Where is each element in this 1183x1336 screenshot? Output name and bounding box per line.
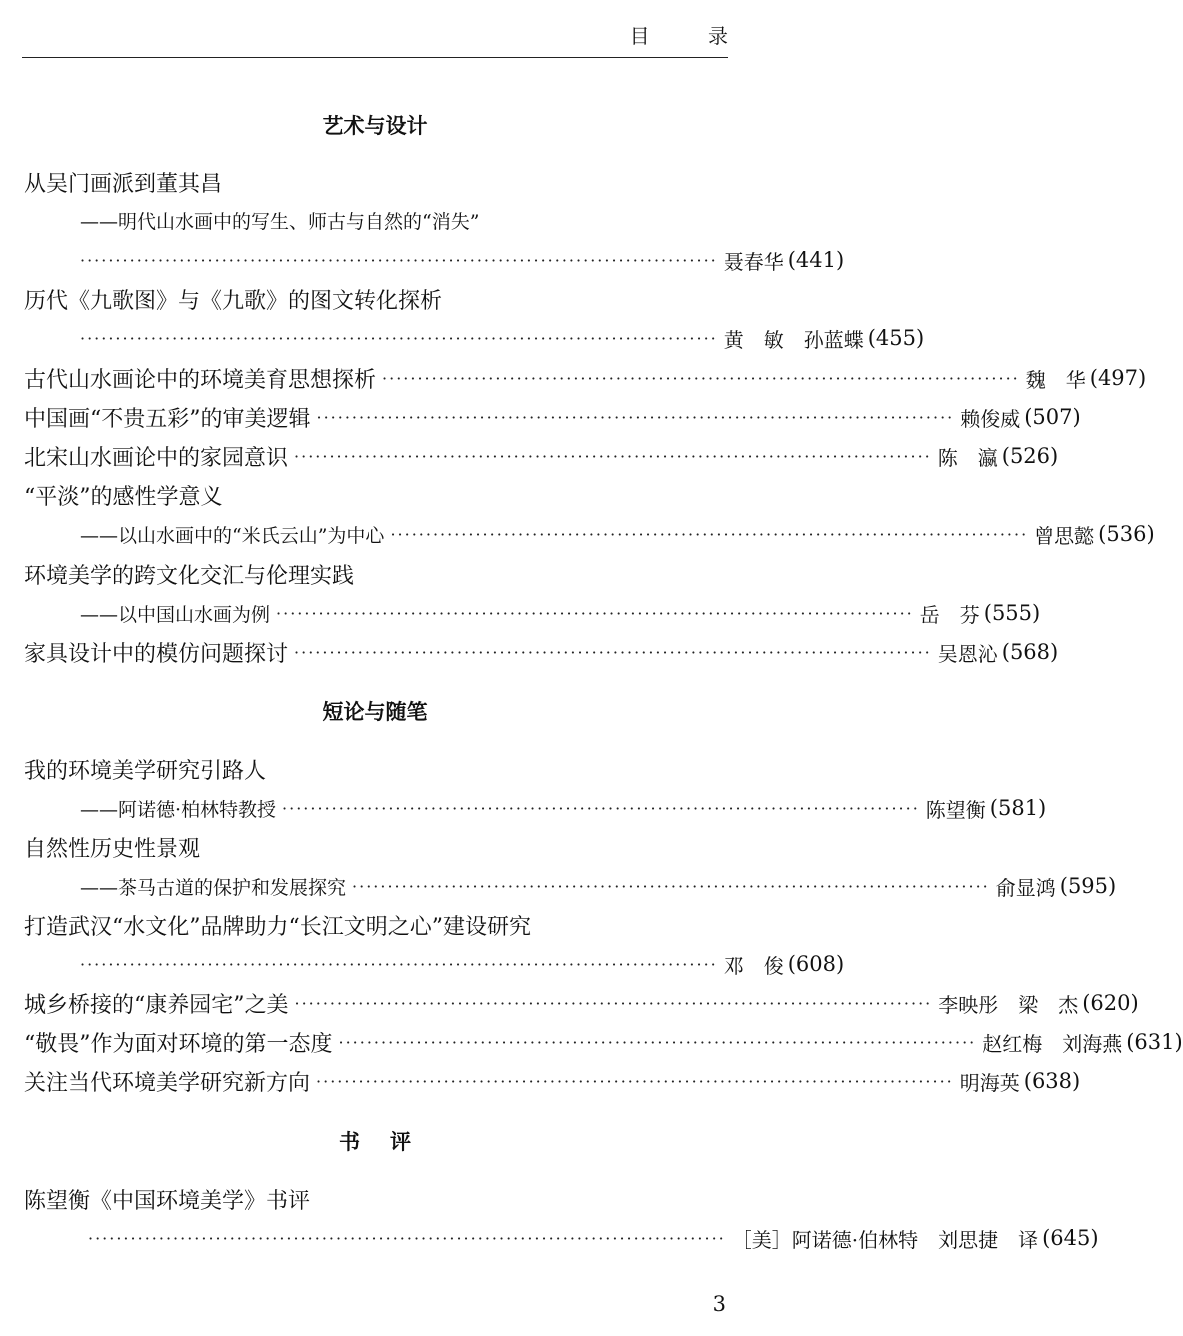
entry-author: 魏 华	[1025, 367, 1086, 392]
entry-page: (568)	[1001, 640, 1059, 664]
entry-title: 自然性历史性景观	[24, 836, 201, 862]
dot-leader: ··························································································	[80, 954, 718, 974]
entry-title: 陈望衡《中国环境美学》书评	[24, 1188, 311, 1214]
toc-entry[interactable]	[24, 399, 1081, 435]
entry-author: 聂春华	[723, 249, 784, 274]
entry-title: 历代《九歌图》与《九歌》的图文转化探析	[24, 288, 443, 314]
entry-page: (536)	[1098, 522, 1155, 546]
entry-title: 中国画“不贵五彩”的审美逻辑	[24, 406, 311, 432]
dot-leader: ··························································································	[382, 368, 1020, 388]
entry-author: 曾思懿	[1034, 523, 1095, 548]
entry-page: (526)	[1001, 444, 1059, 468]
toc-entry-subtitle	[80, 202, 726, 238]
toc-entry[interactable]	[24, 438, 1059, 474]
entry-author: 岳 芬	[919, 602, 980, 627]
toc-entry[interactable]	[24, 634, 1059, 670]
dot-leader: ··························································································	[316, 1071, 954, 1091]
page-number: 3	[712, 1292, 726, 1316]
section-title: 短论与随笔	[322, 700, 428, 724]
toc-entry-title[interactable]	[24, 556, 726, 592]
dot-leader: ··························································································	[338, 1032, 977, 1052]
toc-entry[interactable]	[24, 1063, 1081, 1099]
entry-page: (497)	[1089, 366, 1147, 390]
entry-subtitle: ——以山水画中的“米氏云山”为中心	[80, 524, 385, 547]
entry-page: (631)	[1126, 1030, 1183, 1054]
entry-title: 我的环境美学研究引路人	[24, 758, 267, 784]
toc-entry-leader[interactable]	[80, 946, 845, 982]
entry-author: 赵红梅 刘海燕	[982, 1031, 1123, 1056]
toc-entry[interactable]	[24, 360, 1147, 396]
entry-page: (620)	[1082, 991, 1139, 1015]
dot-leader: ··························································································	[390, 524, 1029, 544]
entry-page: (441)	[787, 248, 845, 272]
toc-entry-title[interactable]	[24, 751, 726, 787]
entry-page: (581)	[989, 796, 1047, 820]
toc-entry-leader[interactable]	[88, 1220, 1099, 1256]
toc-entry-subtitle-leader[interactable]	[80, 868, 1117, 904]
dot-leader: ··························································································	[294, 993, 933, 1013]
toc-entry-subtitle-leader[interactable]	[80, 595, 1041, 631]
toc-entry-title[interactable]	[24, 907, 726, 943]
toc-entry-leader[interactable]	[80, 320, 925, 356]
entry-author: 李映彤 梁 杰	[938, 992, 1079, 1017]
toc-entry-leader[interactable]	[80, 242, 845, 278]
entry-author: 陈望衡	[925, 797, 986, 822]
dot-leader: ··························································································	[80, 328, 718, 348]
entry-title: 城乡桥接的“康养园宅”之美	[24, 992, 289, 1018]
entry-author: 明海英	[959, 1070, 1020, 1095]
entry-author: 吴恩沁	[937, 641, 998, 666]
entry-subtitle: ——茶马古道的保护和发展探究	[80, 876, 347, 899]
entry-author: 邓 俊	[723, 953, 784, 978]
entry-author: 赖俊威	[960, 406, 1021, 431]
entry-title: “平淡”的感性学意义	[24, 484, 223, 510]
toc-entry-title[interactable]	[24, 1181, 726, 1217]
toc-entry[interactable]	[24, 985, 1139, 1021]
entry-page: (595)	[1059, 874, 1117, 898]
running-head: 目 录	[629, 24, 754, 48]
entry-page: (507)	[1024, 405, 1081, 429]
dot-leader: ··························································································	[352, 876, 990, 896]
entry-page: (638)	[1023, 1069, 1081, 1093]
toc-entry-title[interactable]	[24, 164, 726, 200]
dot-leader: ··························································································	[276, 603, 914, 623]
entry-subtitle: ——明代山水画中的写生、师古与自然的“消失”	[80, 210, 480, 233]
entry-subtitle: ——以中国山水画为例	[80, 603, 271, 626]
entry-page: (645)	[1042, 1226, 1099, 1250]
entry-page: (455)	[867, 326, 925, 350]
entry-title: 北宋山水画论中的家园意识	[24, 445, 289, 471]
toc-entry-subtitle-leader[interactable]	[80, 790, 1047, 826]
section-title: 书评	[339, 1130, 441, 1154]
entry-title: 关注当代环境美学研究新方向	[24, 1070, 311, 1096]
entry-title: 打造武汉“水文化”品牌助力“长江文明之心”建设研究	[24, 914, 531, 940]
toc-entry-subtitle-leader[interactable]	[80, 516, 1155, 552]
dot-leader: ··························································································	[282, 798, 920, 818]
section-title: 艺术与设计	[322, 114, 428, 138]
dot-leader: ··························································································	[316, 407, 955, 427]
header-rule	[22, 57, 728, 58]
dot-leader: ··························································································	[294, 642, 932, 662]
toc-entry-title[interactable]	[24, 829, 726, 865]
dot-leader: ··························································································	[88, 1228, 726, 1248]
entry-page: (555)	[983, 601, 1041, 625]
entry-title: 家具设计中的模仿问题探讨	[24, 641, 289, 667]
entry-author: ［美］阿诺德·伯林特 刘思捷 译	[731, 1227, 1039, 1252]
dot-leader: ··························································································	[80, 250, 718, 270]
entry-title: 古代山水画论中的环境美育思想探析	[24, 367, 377, 393]
entry-title: “敬畏”作为面对环境的第一态度	[24, 1031, 333, 1057]
entry-author: 俞显鸿	[995, 875, 1056, 900]
entry-author: 黄 敏 孙蓝蝶	[723, 327, 864, 352]
entry-title: 从吴门画派到董其昌	[24, 171, 223, 197]
dot-leader: ··························································································	[294, 446, 932, 466]
entry-subtitle: ——阿诺德·柏林特教授	[80, 798, 277, 821]
toc-entry-title[interactable]	[24, 281, 726, 317]
toc-entry[interactable]	[24, 1024, 1183, 1060]
entry-author: 陈 瀛	[937, 445, 998, 470]
toc-entry-title[interactable]	[24, 477, 726, 513]
entry-title: 环境美学的跨文化交汇与伦理实践	[24, 563, 355, 589]
entry-page: (608)	[787, 952, 845, 976]
